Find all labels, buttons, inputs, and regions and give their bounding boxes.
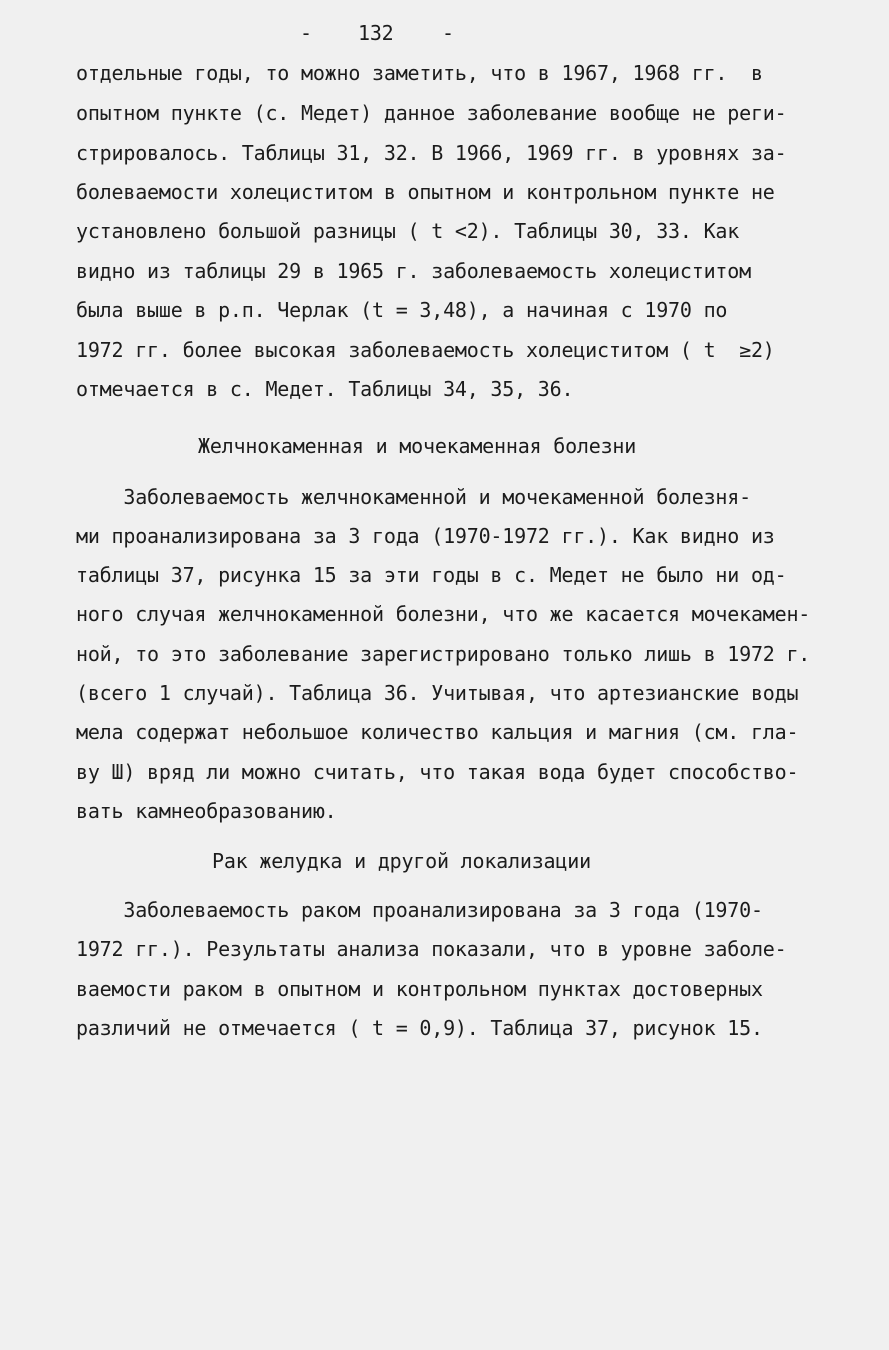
text-line: Заболеваемость желчнокаменной и мочекаменной болезня- [76, 485, 751, 509]
text-line: различий не отмечается ( t = 0,9). Таблица 37, рисунок 15. [76, 1016, 763, 1040]
text-line: стрировалось. Таблицы 31, 32. В 1966, 1969 гг. в уровнях за- [76, 141, 787, 165]
text-line: вать камнеобразованию. [76, 799, 337, 823]
text-line: опытном пункте (с. Медет) данное заболевание вообще не реги- [76, 101, 787, 125]
text-line: 1972 гг. более высокая заболеваемость холециститом ( t ≥2) [76, 338, 775, 362]
text-line: ми проанализирована за 3 года (1970-1972 гг.). Как видно из [76, 524, 775, 548]
header-dash-right: - [442, 21, 454, 45]
text-line: Заболеваемость раком проанализирована за 3 года (1970- [76, 898, 763, 922]
text-line: мела содержат небольшое количество кальция и магния (см. гла- [76, 720, 799, 744]
text-line: видно из таблицы 29 в 1965 г. заболеваемость холециститом [76, 259, 751, 283]
text-line: отмечается в с. Медет. Таблицы 34, 35, 36. [76, 377, 574, 401]
text-line: 1972 гг.). Результаты анализа показали, что в уровне заболе- [76, 937, 787, 961]
text-line: ной, то это заболевание зарегистрировано только лишь в 1972 г. [76, 642, 811, 666]
page-header [290, 18, 470, 48]
text-line: ву Ш) вряд ли можно считать, что такая вода будет способство- [76, 760, 799, 784]
section-heading-gallstone-disease: Желчнокаменная и мочекаменная болезни [198, 434, 637, 458]
header-dash-left: - [300, 21, 312, 45]
text-line: болеваемости холециститом в опытном и контрольном пункте не [76, 180, 775, 204]
page-number: 132 [358, 21, 394, 45]
text-line: отдельные годы, то можно заметить, что в 1967, 1968 гг. в [76, 61, 763, 85]
text-line: таблицы 37, рисунка 15 за эти годы в с. Медет не было ни од- [76, 563, 787, 587]
text-line: установлено большой разницы ( t <2). Таблицы 30, 33. Как [76, 219, 740, 243]
text-line: ного случая желчнокаменной болезни, что же касается мочекамен- [76, 602, 811, 626]
text-line: ваемости раком в опытном и контрольном пунктах достоверных [76, 977, 763, 1001]
section-heading-stomach-cancer: Рак желудка и другой локализации [212, 849, 591, 873]
text-line: (всего 1 случай). Таблица 36. Учитывая, что артезианские воды [76, 681, 799, 705]
text-line: была выше в р.п. Черлак (t = 3,48), а начиная с 1970 по [76, 298, 728, 322]
